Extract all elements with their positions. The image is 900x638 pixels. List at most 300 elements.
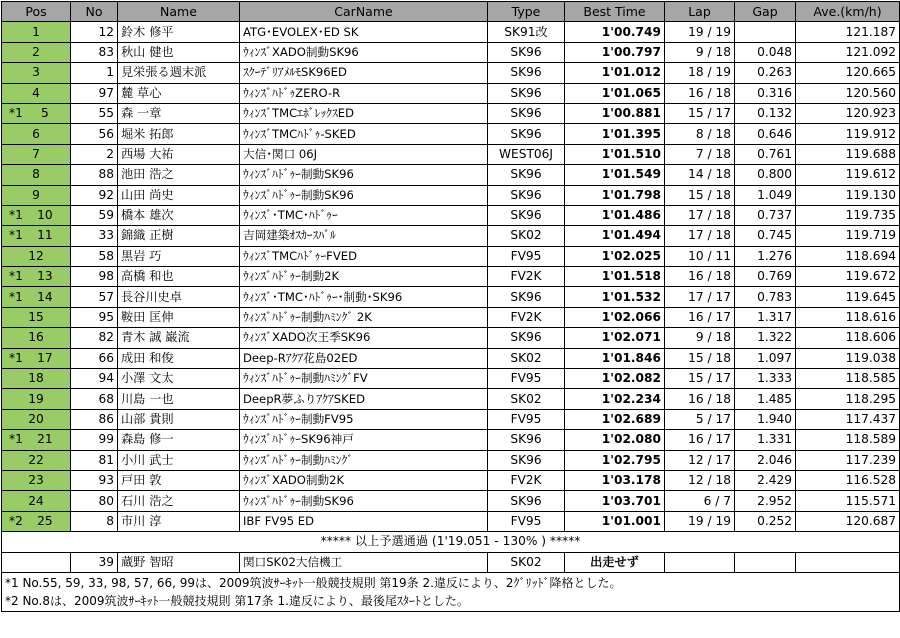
name-cell: 鞍田 匡伸 <box>118 307 240 327</box>
best-time-cell: 1'02.066 <box>565 307 665 327</box>
type-cell: SK96 <box>488 430 565 450</box>
carname-cell: ｳｨﾝｽﾞTMCｴﾎﾞﾚｯｸｽED <box>240 103 488 123</box>
pos-cell <box>2 409 71 429</box>
carname-cell: ｳｨﾝｽﾞTMCﾊﾄﾞｩ-SKED <box>240 124 488 144</box>
pos-cell <box>2 124 71 144</box>
gap-cell: 1.049 <box>735 185 796 205</box>
gap-cell: 1.097 <box>735 348 796 368</box>
table-row <box>2 511 900 531</box>
carname-cell: ｳｨﾝｽﾞﾊﾄﾞｩｰ制動SK96 <box>240 491 488 511</box>
gap-cell: 0.783 <box>735 287 796 307</box>
gap-cell: 1.331 <box>735 430 796 450</box>
gap-cell: 0.761 <box>735 144 796 164</box>
table-row <box>2 144 900 164</box>
name-cell: 錦織 正樹 <box>118 226 240 246</box>
gap-cell <box>735 22 796 42</box>
name-cell: 市川 淳 <box>118 511 240 531</box>
position-value: 24 <box>28 493 44 508</box>
position-value: 22 <box>28 452 44 467</box>
type-cell: SK96 <box>488 42 565 62</box>
ave-cell: 119.672 <box>796 267 900 287</box>
carname-cell: Deep-Rｱｸｱ花島02ED <box>240 348 488 368</box>
ave-cell: 120.560 <box>796 83 900 103</box>
best-time-cell: 1'03.178 <box>565 470 665 490</box>
best-time-cell: 1'02.080 <box>565 430 665 450</box>
no-cell: 99 <box>71 430 118 450</box>
pos-cell <box>2 83 71 103</box>
table-row <box>2 287 900 307</box>
no-cell: 2 <box>71 144 118 164</box>
ave-cell: 117.239 <box>796 450 900 470</box>
pos-cell <box>2 450 71 470</box>
header-no: No <box>71 2 118 22</box>
table-row <box>2 491 900 511</box>
gap-cell: 0.316 <box>735 83 796 103</box>
lap-cell: 17 / 17 <box>665 287 735 307</box>
best-time-cell: 1'01.012 <box>565 63 665 83</box>
pos-cell <box>2 389 71 409</box>
table-row <box>2 348 900 368</box>
position-value: 16 <box>28 330 44 345</box>
name-cell: 山田 尚史 <box>118 185 240 205</box>
name-cell: 高橋 和也 <box>118 267 240 287</box>
pos-cell <box>2 103 71 123</box>
gap-cell: 0.800 <box>735 165 796 185</box>
type-cell: SK96 <box>488 63 565 83</box>
no-cell: 83 <box>71 42 118 62</box>
name-cell: 蔵野 智昭 <box>118 552 240 572</box>
table-row <box>2 430 900 450</box>
lap-cell: 17 / 18 <box>665 205 735 225</box>
ave-cell: 118.616 <box>796 307 900 327</box>
gap-cell: 1.940 <box>735 409 796 429</box>
ave-cell: 118.585 <box>796 369 900 389</box>
lap-cell: 16 / 17 <box>665 307 735 327</box>
pos-cell <box>2 552 71 572</box>
no-cell: 56 <box>71 124 118 144</box>
type-cell: SK96 <box>488 328 565 348</box>
lap-cell: 15 / 17 <box>665 103 735 123</box>
name-cell: 戸田 敦 <box>118 470 240 490</box>
pos-cell <box>2 144 71 164</box>
pos-cell <box>2 470 71 490</box>
name-cell: 森 一章 <box>118 103 240 123</box>
no-cell: 98 <box>71 267 118 287</box>
no-cell: 88 <box>71 165 118 185</box>
no-cell: 66 <box>71 348 118 368</box>
position-value: 9 <box>32 187 40 202</box>
lap-cell: 12 / 18 <box>665 470 735 490</box>
header-carname: CarName <box>240 2 488 22</box>
lap-cell: 7 / 18 <box>665 144 735 164</box>
type-cell: SK02 <box>488 226 565 246</box>
dns-row <box>2 552 900 572</box>
type-cell: SK02 <box>488 389 565 409</box>
ave-cell <box>796 552 900 572</box>
best-time-cell: 1'02.795 <box>565 450 665 470</box>
best-time-cell: 1'01.494 <box>565 226 665 246</box>
type-cell: SK96 <box>488 287 565 307</box>
no-cell: 93 <box>71 470 118 490</box>
type-cell: SK02 <box>488 348 565 368</box>
carname-cell: IBF FV95 ED <box>240 511 488 531</box>
lap-cell: 9 / 18 <box>665 328 735 348</box>
pos-cell <box>2 511 71 531</box>
name-cell: 青木 誠 巌流 <box>118 328 240 348</box>
name-cell: 山部 貴則 <box>118 409 240 429</box>
table-row <box>2 165 900 185</box>
ave-cell: 119.038 <box>796 348 900 368</box>
best-time-cell: 1'02.025 <box>565 246 665 266</box>
position-value: 20 <box>28 412 44 426</box>
position-value: 12 <box>28 248 44 263</box>
carname-cell: ATG･EVOLEX･ED SK <box>240 22 488 42</box>
gap-cell: 0.263 <box>735 63 796 83</box>
table-row <box>2 22 900 42</box>
best-time-cell: 1'01.532 <box>565 287 665 307</box>
pos-cell <box>2 22 71 42</box>
pos-cell <box>2 165 71 185</box>
table-row <box>2 307 900 327</box>
best-time-cell: 1'02.689 <box>565 409 665 429</box>
carname-cell: ｳｨﾝｽﾞXADO次王季SK96 <box>240 328 488 348</box>
position-value: 17 <box>37 350 53 365</box>
type-cell: SK96 <box>488 205 565 225</box>
position-value: 5 <box>41 106 49 121</box>
gap-cell: 2.429 <box>735 470 796 490</box>
gap-cell: 1.276 <box>735 246 796 266</box>
gap-cell: 0.048 <box>735 42 796 62</box>
table-row <box>2 267 900 287</box>
table-row <box>2 369 900 389</box>
carname-cell: ｳｨﾝｽﾞTMCﾊﾄﾞｩｰFVED <box>240 246 488 266</box>
table-row <box>2 124 900 144</box>
carname-cell: 大信･関口 06J <box>240 144 488 164</box>
type-cell: SK96 <box>488 124 565 144</box>
pos-cell <box>2 491 71 511</box>
position-value: 19 <box>28 391 44 406</box>
position-value: 11 <box>37 228 53 243</box>
name-cell: 小川 武士 <box>118 450 240 470</box>
name-cell: 池田 浩之 <box>118 165 240 185</box>
header-name: Name <box>118 2 240 22</box>
ave-cell: 118.694 <box>796 246 900 266</box>
carname-cell: ｳｨﾝｽﾞﾊﾄﾞｩｰ制動SK96 <box>240 185 488 205</box>
no-cell: 68 <box>71 389 118 409</box>
position-value: 8 <box>32 167 40 182</box>
name-cell: 成田 和俊 <box>118 348 240 368</box>
carname-cell: ｳｨﾝｽﾞXADO制動2K <box>240 470 488 490</box>
pos-cell <box>2 369 71 389</box>
best-time-cell: 1'00.881 <box>565 103 665 123</box>
position-value: 4 <box>32 85 40 100</box>
position-value: 7 <box>32 146 40 161</box>
gap-cell: 0.769 <box>735 267 796 287</box>
best-time-cell: 1'02.082 <box>565 369 665 389</box>
pos-cell <box>2 185 71 205</box>
lap-cell: 19 / 19 <box>665 22 735 42</box>
type-cell: SK96 <box>488 165 565 185</box>
lap-cell: 17 / 18 <box>665 226 735 246</box>
carname-cell: ｳｨﾝｽﾞﾊﾄﾞｩｰ制動FV95 <box>240 409 488 429</box>
lap-cell: 16 / 18 <box>665 389 735 409</box>
type-cell: FV2K <box>488 267 565 287</box>
footnote-2: *2 No.8は、2009筑波ｻｰｷｯﾄ一般競技規則 第17条 1.違反により、最後尾ｽﾀｰﾄとした。 <box>5 594 469 608</box>
lap-cell: 12 / 17 <box>665 450 735 470</box>
ave-cell: 115.571 <box>796 491 900 511</box>
name-cell: 石川 浩之 <box>118 491 240 511</box>
ave-cell: 118.295 <box>796 389 900 409</box>
header-best-time: Best Time <box>565 2 665 22</box>
no-cell: 97 <box>71 83 118 103</box>
lap-cell: 16 / 18 <box>665 83 735 103</box>
pos-cell <box>2 205 71 225</box>
type-cell: FV95 <box>488 369 565 389</box>
name-cell: 西場 大祐 <box>118 144 240 164</box>
name-cell: 堀米 拓郎 <box>118 124 240 144</box>
gap-cell: 0.646 <box>735 124 796 144</box>
best-time-cell: 1'01.798 <box>565 185 665 205</box>
name-cell: 森島 修一 <box>118 430 240 450</box>
ave-cell: 119.912 <box>796 124 900 144</box>
table-row <box>2 409 900 429</box>
qualify-separator-row <box>2 532 900 552</box>
penalty-mark: *1 <box>9 350 23 365</box>
pos-cell <box>2 307 71 327</box>
no-cell: 12 <box>71 22 118 42</box>
pos-cell <box>2 267 71 287</box>
table-row <box>2 103 900 123</box>
name-cell: 秋山 健也 <box>118 42 240 62</box>
pos-cell <box>2 226 71 246</box>
carname-cell: 吉岡建築ｵｽｶｰｽﾊﾞﾙ <box>240 226 488 246</box>
lap-cell: 14 / 18 <box>665 165 735 185</box>
penalty-mark: *2 <box>9 513 23 528</box>
type-cell: FV95 <box>488 409 565 429</box>
penalty-mark: *1 <box>9 269 23 284</box>
name-cell: 見栄張る週末派 <box>118 63 240 83</box>
header-ave: Ave.(km/h) <box>796 2 900 22</box>
position-value: 2 <box>32 44 40 59</box>
carname-cell: ｳｨﾝｽﾞﾊﾄﾞｩｰ制動2K <box>240 267 488 287</box>
lap-cell <box>665 552 735 572</box>
best-time-cell: 1'01.518 <box>565 267 665 287</box>
ave-cell: 121.092 <box>796 42 900 62</box>
gap-cell: 2.046 <box>735 450 796 470</box>
name-cell: 小澤 文太 <box>118 369 240 389</box>
table-row <box>2 63 900 83</box>
carname-cell: ｳｨﾝｽﾞ･TMC･ﾊﾄﾞｩｰ <box>240 205 488 225</box>
table-row <box>2 328 900 348</box>
gap-cell: 0.745 <box>735 226 796 246</box>
header-type: Type <box>488 2 565 22</box>
best-time-cell: 1'01.001 <box>565 511 665 531</box>
no-cell: 1 <box>71 63 118 83</box>
table-row <box>2 42 900 62</box>
ave-cell: 119.719 <box>796 226 900 246</box>
type-cell: FV2K <box>488 307 565 327</box>
type-cell: FV2K <box>488 470 565 490</box>
table-row <box>2 185 900 205</box>
carname-cell: 関口SK02大信機工 <box>240 552 488 572</box>
no-cell: 55 <box>71 103 118 123</box>
type-cell: SK96 <box>488 83 565 103</box>
no-cell: 39 <box>71 552 118 572</box>
results-table <box>1 1 900 573</box>
carname-cell: ｳｨﾝｽﾞﾊﾄﾞｩｰ制動ﾊﾐﾝｸﾞFV <box>240 369 488 389</box>
no-cell: 92 <box>71 185 118 205</box>
ave-cell: 119.612 <box>796 165 900 185</box>
position-value: 18 <box>28 371 44 386</box>
ave-cell: 118.589 <box>796 430 900 450</box>
gap-cell: 2.952 <box>735 491 796 511</box>
best-time-cell: 1'01.065 <box>565 83 665 103</box>
type-cell: WEST06J <box>488 144 565 164</box>
header-row <box>2 2 900 22</box>
best-time-cell: 1'00.749 <box>565 22 665 42</box>
best-time-cell: 1'01.486 <box>565 205 665 225</box>
lap-cell: 16 / 18 <box>665 267 735 287</box>
position-value: 6 <box>32 126 40 141</box>
carname-cell: DeepR夢ふりｱｸｱSKED <box>240 389 488 409</box>
position-value: 21 <box>37 432 53 447</box>
no-cell: 94 <box>71 369 118 389</box>
header-lap: Lap <box>665 2 735 22</box>
lap-cell: 10 / 11 <box>665 246 735 266</box>
best-time-cell: 1'03.701 <box>565 491 665 511</box>
gap-cell: 1.333 <box>735 369 796 389</box>
lap-cell: 19 / 19 <box>665 511 735 531</box>
table-row <box>2 246 900 266</box>
position-value: 3 <box>32 65 40 80</box>
best-time-cell: 1'01.395 <box>565 124 665 144</box>
pos-cell <box>2 430 71 450</box>
type-cell: FV95 <box>488 246 565 266</box>
carname-cell: ｳｨﾝｽﾞﾊﾄﾞｩｰ制動ﾊﾐﾝｸﾞ 2K <box>240 307 488 327</box>
gap-cell: 0.252 <box>735 511 796 531</box>
name-cell: 川島 一也 <box>118 389 240 409</box>
pos-cell <box>2 246 71 266</box>
gap-cell: 1.485 <box>735 389 796 409</box>
type-cell: SK96 <box>488 103 565 123</box>
pos-cell <box>2 42 71 62</box>
position-value: 1 <box>32 24 40 39</box>
qualify-separator: ***** 以上予選通過 (1'19.051 - 130% ) ***** <box>2 532 900 552</box>
lap-cell: 8 / 18 <box>665 124 735 144</box>
ave-cell: 117.437 <box>796 409 900 429</box>
lap-cell: 15 / 18 <box>665 185 735 205</box>
table-row <box>2 450 900 470</box>
carname-cell: ｳｨﾝｽﾞﾊﾄﾞｩｰSK96神戸 <box>240 430 488 450</box>
lap-cell: 6 / 7 <box>665 491 735 511</box>
gap-cell: 1.322 <box>735 328 796 348</box>
best-time-cell: 1'00.797 <box>565 42 665 62</box>
no-cell: 57 <box>71 287 118 307</box>
no-cell: 86 <box>71 409 118 429</box>
type-cell: SK96 <box>488 450 565 470</box>
position-value: 15 <box>28 310 44 325</box>
pos-cell <box>2 348 71 368</box>
gap-cell: 0.737 <box>735 205 796 225</box>
best-time-cell: 1'01.846 <box>565 348 665 368</box>
lap-cell: 18 / 19 <box>665 63 735 83</box>
ave-cell: 121.187 <box>796 22 900 42</box>
no-cell: 81 <box>71 450 118 470</box>
carname-cell: ｳｨﾝｽﾞﾊﾄﾞｩZERO-R <box>240 83 488 103</box>
ave-cell: 119.645 <box>796 287 900 307</box>
lap-cell: 5 / 17 <box>665 409 735 429</box>
carname-cell: ｳｨﾝｽﾞﾊﾄﾞｩｰ制動SK96 <box>240 165 488 185</box>
carname-cell: ｽｸｰﾃﾞﾘｱﾒﾙﾓSK96ED <box>240 63 488 83</box>
lap-cell: 9 / 18 <box>665 42 735 62</box>
pos-cell <box>2 328 71 348</box>
best-time-cell: 1'02.071 <box>565 328 665 348</box>
table-row <box>2 226 900 246</box>
table-row <box>2 470 900 490</box>
lap-cell: 15 / 18 <box>665 348 735 368</box>
pos-cell <box>2 287 71 307</box>
type-cell: FV95 <box>488 511 565 531</box>
no-cell: 58 <box>71 246 118 266</box>
gap-cell: 0.132 <box>735 103 796 123</box>
position-value: 25 <box>37 513 53 528</box>
ave-cell: 120.687 <box>796 511 900 531</box>
carname-cell: ｳｨﾝｽﾞﾊﾄﾞｩｰ制動ﾊﾐﾝｸﾞ <box>240 450 488 470</box>
no-cell: 80 <box>71 491 118 511</box>
type-cell: SK02 <box>488 552 565 572</box>
name-cell: 黒岩 巧 <box>118 246 240 266</box>
status-cell: 出走せず <box>565 552 665 572</box>
ave-cell: 118.606 <box>796 328 900 348</box>
best-time-cell: 1'02.234 <box>565 389 665 409</box>
gap-cell <box>735 552 796 572</box>
header-pos: Pos <box>2 2 71 22</box>
header-gap: Gap <box>735 2 796 22</box>
penalty-mark: *1 <box>9 208 23 223</box>
penalty-mark: *1 <box>9 289 23 304</box>
penalty-mark: *1 <box>9 432 23 447</box>
no-cell: 33 <box>71 226 118 246</box>
no-cell: 95 <box>71 307 118 327</box>
position-value: 14 <box>37 289 53 304</box>
table-row <box>2 205 900 225</box>
position-value: 13 <box>37 269 53 284</box>
penalty-mark: *1 <box>9 228 23 243</box>
carname-cell: ｳｨﾝｽﾞXADO制動SK96 <box>240 42 488 62</box>
best-time-cell: 1'01.549 <box>565 165 665 185</box>
results-body <box>2 22 900 573</box>
pos-cell <box>2 63 71 83</box>
no-cell: 8 <box>71 511 118 531</box>
ave-cell: 120.923 <box>796 103 900 123</box>
ave-cell: 119.735 <box>796 205 900 225</box>
name-cell: 麓 草心 <box>118 83 240 103</box>
lap-cell: 16 / 17 <box>665 430 735 450</box>
lap-cell: 15 / 17 <box>665 369 735 389</box>
best-time-cell: 1'01.510 <box>565 144 665 164</box>
name-cell: 橋本 雄次 <box>118 205 240 225</box>
carname-cell: ｳｨﾝｽﾞ･TMC･ﾊﾄﾞｩｰ･制動･SK96 <box>240 287 488 307</box>
ave-cell: 119.130 <box>796 185 900 205</box>
no-cell: 59 <box>71 205 118 225</box>
type-cell: SK96 <box>488 491 565 511</box>
name-cell: 長谷川史卓 <box>118 287 240 307</box>
type-cell: SK91改 <box>488 22 565 42</box>
type-cell: SK96 <box>488 185 565 205</box>
ave-cell: 119.688 <box>796 144 900 164</box>
position-value: 23 <box>28 473 44 488</box>
ave-cell: 120.665 <box>796 63 900 83</box>
